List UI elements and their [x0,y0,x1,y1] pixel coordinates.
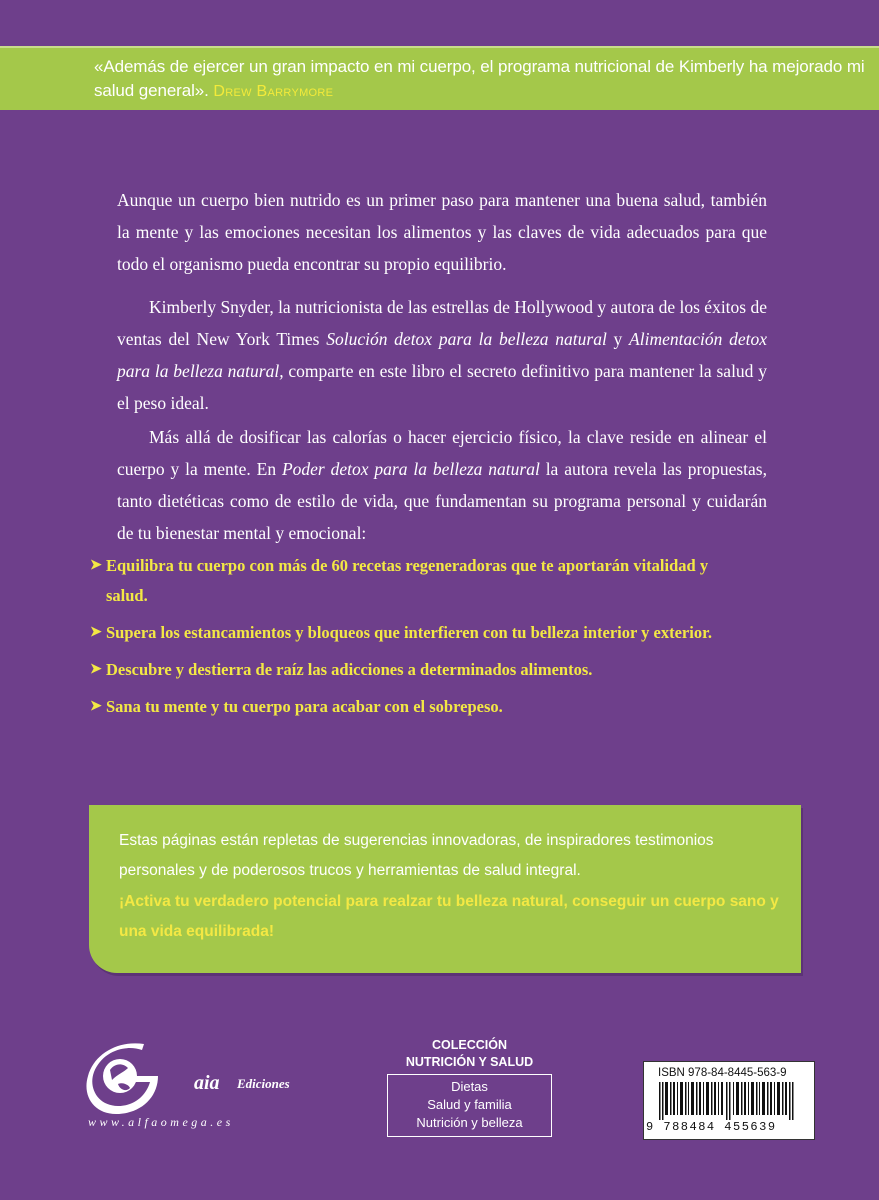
highlight-text: Estas páginas están repletas de sugerencias innovadoras, de inspiradores testimonios personales y de poderosos trucos y herramientas de salud integral. [119,832,714,879]
collection-item: Nutrición y belleza [416,1115,523,1130]
quote-text [94,55,874,104]
book-title-2: Alimentación detox para la belleza natural, [117,329,767,381]
quote-band [0,46,879,110]
arrow-icon: ➤ [90,699,102,714]
barcode-box [643,1061,815,1140]
publisher-logo [84,1040,314,1140]
quote-body: «Además de ejercer un gran impacto en mi cuerpo, el programa nutricional de Kimberly ha mejorado mi salud general». [94,57,865,100]
arrow-icon: ➤ [90,625,102,640]
paragraph-3 [117,421,767,549]
barcode-icon [659,1082,799,1120]
gaia-globe-icon [84,1040,194,1115]
publisher-url: www.alfaomega.es [88,1115,234,1129]
barcode-digits: 9 788484 455639 [646,1120,777,1134]
bullet-item [90,618,730,648]
collection-title-2: NUTRICIÓN Y SALUD [405,1055,534,1069]
bullet-text: Descubre y destierra de raíz las adicciones a determinados alimentos. [106,660,593,679]
arrow-icon: ➤ [90,662,102,677]
collection-item: Salud y familia [427,1097,512,1112]
collection-list [387,1074,552,1137]
paragraph-3-b: la autora revela las propuestas, tanto dietéticas como de estilo de vida, que fundamentan su programa personal y cuidarán de tu bienestar mental y emocional: [117,459,767,543]
quote-author: Drew Barrymore [213,83,334,100]
book-title-1: Solución detox para la belleza natural [326,329,607,349]
publisher-name-suffix: Ediciones [237,1076,290,1091]
paragraph-2-c: comparte en este libro el secreto definitivo para mantener la salud y el peso ideal. [117,361,767,413]
bullet-text: Supera los estancamientos y bloqueos que interfieren con tu belleza interior y exterior. [106,623,713,642]
paragraph-2 [117,291,767,419]
publisher-name: aia [194,1072,220,1094]
collection-title-1: COLECCIÓN [432,1038,507,1052]
bullet-item [90,692,730,722]
paragraph-1: Aunque un cuerpo bien nutrido es un primer paso para mantener una buena salud, también la mente y las emociones necesitan los alimentos y las claves de vida adecuados para que todo el organismo pueda encontrar su propio equilibrio. [117,190,767,274]
arrow-icon: ➤ [90,558,102,573]
highlight-box [89,805,801,973]
book-title-3: Poder detox para la belleza natural [281,459,540,479]
paragraph-3-a: Más allá de dosificar las calorías o hacer ejercicio físico, la clave reside en alinear el cuerpo y la mente. En [117,427,767,479]
paragraph-2-b: y [606,329,630,349]
isbn-label: ISBN 978-84-8445-563-9 [658,1067,787,1079]
collection-item: Dietas [451,1079,488,1094]
bullet-text: Equilibra tu cuerpo con más de 60 recetas regeneradoras que te aportarán vitalidad y salud. [106,556,709,605]
bullet-list [90,551,730,729]
paragraph-2-a: Kimberly Snyder, la nutricionista de las estrellas de Hollywood y autora de los éxitos de ventas del New York Times [117,297,767,349]
highlight-call-to-action: ¡Activa tu verdadero potencial para realzar tu belleza natural, conseguir un cuerpo sano y una vida equilibrada! [119,893,779,940]
bullet-text: Sana tu mente y tu cuerpo para acabar con el sobrepeso. [106,697,503,716]
collection-block [387,1037,552,1137]
bullet-item [90,655,730,685]
bullet-item [90,551,730,611]
